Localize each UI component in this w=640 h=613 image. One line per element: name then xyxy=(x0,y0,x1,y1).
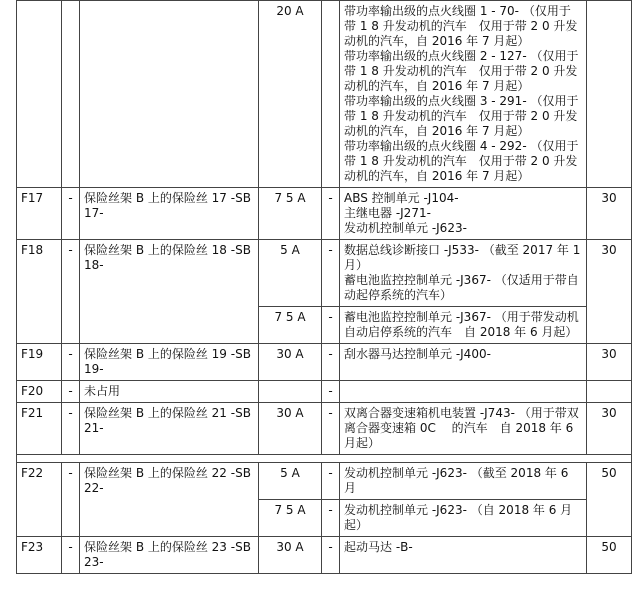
component-line: 带功率输出级的点火线圈 1 - 70- （仅用于带 1 8 升发动机的汽车 仅用于带 2 0 升发动机的汽车，自 2016 年 7 月起） xyxy=(344,4,578,48)
table-row xyxy=(17,188,632,240)
dash: - xyxy=(62,537,80,574)
terminal-value: 30 xyxy=(587,344,632,381)
component-line: 刮水器马达控制单元 -J400- xyxy=(344,347,491,361)
table-gap xyxy=(17,455,632,463)
component-line: 带功率输出级的点火线圈 4 - 292- （仅用于带 1 8 升发动机的汽车 仅用于带 2 0 升发动机的汽车，自 2016 年 7 月起） xyxy=(344,139,579,183)
table-row xyxy=(17,1,632,188)
components-cell xyxy=(340,1,587,188)
gap-cell xyxy=(17,455,632,463)
terminal-value: 30 xyxy=(587,403,632,455)
fuse-amperage: 30 A xyxy=(259,344,322,381)
dash: - xyxy=(62,344,80,381)
fuse-id: F18 xyxy=(17,240,62,344)
dash xyxy=(62,1,80,188)
component-line: 发动机控制单元 -J623- （自 2018 年 6 月起） xyxy=(344,503,573,532)
fuse-id: F21 xyxy=(17,403,62,455)
fuse-description: 保险丝架 B 上的保险丝 18 -SB18- xyxy=(80,240,259,344)
dash: - xyxy=(62,463,80,537)
fuse-amperage xyxy=(259,381,322,403)
fuse-description: 保险丝架 B 上的保险丝 23 -SB23- xyxy=(80,537,259,574)
table-row xyxy=(17,344,632,381)
components-cell xyxy=(340,463,587,500)
fuse-table-body xyxy=(17,1,632,574)
fuse-amperage: 7 5 A xyxy=(259,500,322,537)
component-line: 带功率输出级的点火线圈 3 - 291- （仅用于带 1 8 升发动机的汽车 仅用于带 2 0 升发动机的汽车，自 2016 年 7 月起） xyxy=(344,94,579,138)
fuse-id: F23 xyxy=(17,537,62,574)
components-cell xyxy=(340,500,587,537)
fuse-description: 保险丝架 B 上的保险丝 22 -SB22- xyxy=(80,463,259,537)
components-cell xyxy=(340,403,587,455)
table-row xyxy=(17,240,632,307)
terminal-value xyxy=(587,1,632,188)
fuse-description: 保险丝架 B 上的保险丝 19 -SB19- xyxy=(80,344,259,381)
fuse-description: 保险丝架 B 上的保险丝 21 -SB21- xyxy=(80,403,259,455)
fuse-id xyxy=(17,1,62,188)
component-line: 起动马达 -B- xyxy=(344,540,413,554)
dash xyxy=(322,1,340,188)
fuse-amperage: 30 A xyxy=(259,537,322,574)
terminal-value xyxy=(587,381,632,403)
table-row xyxy=(17,381,632,403)
fuse-description: 未占用 xyxy=(80,381,259,403)
dash: - xyxy=(322,537,340,574)
dash: - xyxy=(62,240,80,344)
components-cell xyxy=(340,307,587,344)
components-cell xyxy=(340,344,587,381)
dash: - xyxy=(322,344,340,381)
component-line: ABS 控制单元 -J104- xyxy=(344,191,459,205)
dash: - xyxy=(62,188,80,240)
dash: - xyxy=(322,240,340,307)
component-line: 数据总线诊断接口 -J533- （截至 2017 年 1 月） xyxy=(344,243,581,272)
fuse-amperage: 30 A xyxy=(259,403,322,455)
component-line: 发动机控制单元 -J623- xyxy=(344,221,467,235)
component-line: 蓄电池监控控制单元 -J367- （用于带发动机自动启停系统的汽车 自 2018 年 6 月起） xyxy=(344,310,579,339)
terminal-value: 30 xyxy=(587,188,632,240)
component-line: 发动机控制单元 -J623- （截至 2018 年 6 月 xyxy=(344,466,569,495)
fuse-amperage: 5 A xyxy=(259,463,322,500)
table-row xyxy=(17,403,632,455)
component-line: 蓄电池监控控制单元 -J367- （仅适用于带自动起停系统的汽车） xyxy=(344,273,579,302)
fuse-amperage: 20 A xyxy=(259,1,322,188)
dash: - xyxy=(322,403,340,455)
dash: - xyxy=(322,463,340,500)
table-row xyxy=(17,537,632,574)
dash: - xyxy=(322,188,340,240)
terminal-value: 30 xyxy=(587,240,632,344)
fuse-id: F20 xyxy=(17,381,62,403)
component-line: 双离合器变速箱机电装置 -J743- （用于带双离合器变速箱 0C 的汽车 自 2018 年 6 月起） xyxy=(344,406,579,450)
components-cell xyxy=(340,188,587,240)
fuse-amperage: 7 5 A xyxy=(259,188,322,240)
fuse-amperage: 5 A xyxy=(259,240,322,307)
dash: - xyxy=(322,381,340,403)
dash: - xyxy=(322,500,340,537)
components-cell xyxy=(340,537,587,574)
dash: - xyxy=(62,381,80,403)
table-row xyxy=(17,463,632,500)
fuse-amperage: 7 5 A xyxy=(259,307,322,344)
fuse-description: 保险丝架 B 上的保险丝 17 -SB17- xyxy=(80,188,259,240)
component-line: 带功率输出级的点火线圈 2 - 127- （仅用于带 1 8 升发动机的汽车 仅用于带 2 0 升发动机的汽车，自 2016 年 7 月起） xyxy=(344,49,579,93)
components-cell xyxy=(340,381,587,403)
fuse-table xyxy=(16,0,632,574)
components-cell xyxy=(340,240,587,307)
component-line: 主继电器 -J271- xyxy=(344,206,431,220)
fuse-id: F17 xyxy=(17,188,62,240)
dash: - xyxy=(62,403,80,455)
fuse-id: F22 xyxy=(17,463,62,537)
terminal-value: 50 xyxy=(587,537,632,574)
dash: - xyxy=(322,307,340,344)
terminal-value: 50 xyxy=(587,463,632,537)
fuse-id: F19 xyxy=(17,344,62,381)
fuse-description xyxy=(80,1,259,188)
